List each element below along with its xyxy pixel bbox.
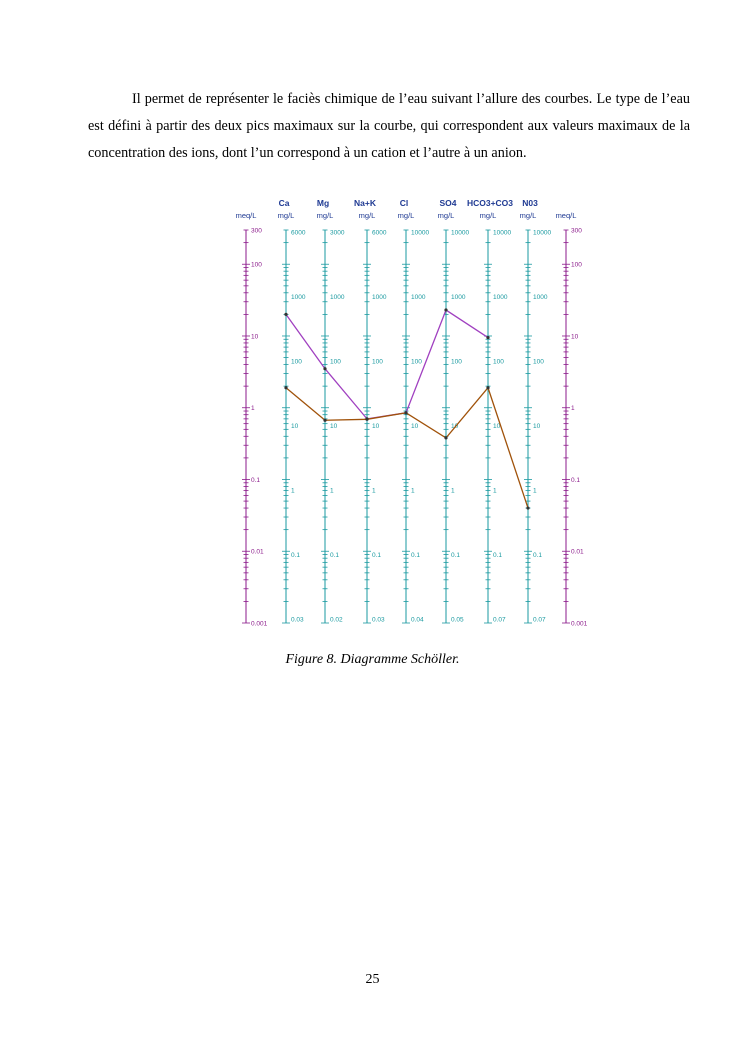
ion-tick-label: 0.1	[533, 552, 543, 559]
ion-tick-label: 6000	[372, 229, 387, 237]
ion-tick-label: 1000	[372, 294, 387, 301]
axis-headers	[236, 198, 577, 220]
ion-header: HCO3+CO3	[466, 198, 514, 208]
ion-tick-label: 0.1	[330, 552, 340, 559]
series-point	[444, 436, 447, 439]
series-line	[286, 388, 528, 508]
ion-tick-label: 100	[291, 358, 302, 366]
ion-header: Na+K	[354, 198, 376, 208]
ion-tick-label: 100	[411, 358, 422, 366]
ion-tick-label: 0.1	[372, 552, 382, 559]
ion-tick-label: 100	[451, 358, 462, 366]
meq-axis-right-tick-label: 100	[571, 261, 582, 269]
series-point	[323, 367, 326, 370]
ion-tick-label: 10	[330, 423, 338, 430]
ion-header: SO4	[439, 198, 457, 208]
ion-tick-label: 0.1	[411, 552, 421, 559]
meq-axis-left-tick-label: 0.01	[251, 548, 264, 556]
ion-tick-label: 100	[372, 358, 383, 366]
ion-unit: mg/L	[519, 211, 537, 220]
series-point	[284, 386, 287, 389]
ion-tick-label: 10	[372, 423, 380, 430]
meq-axis-left-tick-label: 10	[251, 333, 259, 341]
ion-axis-cl	[402, 230, 429, 624]
page-number: 25	[365, 972, 380, 987]
ion-tick-label: 0.1	[291, 552, 301, 559]
series-point	[323, 419, 326, 422]
ion-axis-n03	[524, 230, 551, 624]
series-point	[284, 313, 287, 316]
ion-unit: mg/L	[437, 211, 455, 220]
ion-tick-label: 1000	[291, 294, 306, 301]
ion-tick-label: 1	[493, 487, 497, 495]
meq-axis-left-tick-label: 1	[251, 405, 255, 413]
ion-tick-label: 1000	[533, 294, 548, 301]
series-point	[526, 506, 529, 509]
ion-unit: mg/L	[316, 211, 334, 220]
ion-tick-label: 10000	[451, 229, 470, 237]
ion-tick-label: 100	[533, 358, 544, 366]
meq-axis-left-tick-label: 0.1	[251, 476, 261, 484]
meq-axis-right-tick-label: 0.001	[571, 620, 588, 628]
ion-tick-label: 0.03	[291, 616, 304, 624]
ion-tick-label: 1000	[411, 294, 426, 301]
ion-tick-label: 3000	[330, 229, 345, 237]
ion-tick-label: 0.1	[493, 552, 503, 559]
series-point	[486, 336, 489, 339]
ion-tick-label: 1000	[493, 294, 508, 301]
ion-axis-nak	[363, 230, 387, 624]
ion-tick-label: 10	[533, 423, 541, 430]
series-point	[486, 386, 489, 389]
ion-tick-label: 1	[411, 487, 415, 495]
ion-tick-label: 100	[493, 358, 504, 366]
ion-tick-label: 0.02	[330, 616, 343, 624]
figure-caption: Figure 8. Diagramme Schöller.	[285, 652, 460, 667]
ion-tick-label: 1	[330, 487, 334, 495]
ion-tick-label: 1	[291, 487, 295, 495]
ion-axis-ca	[282, 230, 306, 624]
ion-tick-label: 0.07	[493, 616, 506, 624]
ion-tick-label: 10000	[493, 229, 512, 237]
ion-unit: mg/L	[479, 211, 497, 220]
meq-axis-left-tick-label: 300	[251, 227, 262, 235]
meq-axis-right-tick-label: 300	[571, 227, 582, 235]
series-point	[404, 411, 407, 414]
series-point	[365, 418, 368, 421]
meq-axis-left	[242, 228, 268, 628]
ion-tick-label: 0.07	[533, 616, 546, 624]
schoeller-diagram	[235, 190, 600, 630]
meq-axis-left-tick-label: 0.001	[251, 620, 268, 628]
body-paragraph: Il permet de représenter le faciès chimique de l’eau suivant l’allure des courbes. Le type de l’eau est défini à partir des deux pics maximaux sur la courbe, qui correspondent aux valeurs maximaux de la concentration des ions, dont l’un correspond à un cation et l’autre à un anion.	[88, 91, 690, 161]
meq-axis-left-unit: meq/L	[235, 211, 257, 220]
meq-axis-left-tick-label: 100	[251, 261, 262, 269]
meq-axis-right-tick-label: 1	[571, 405, 575, 413]
series-point	[444, 308, 447, 311]
ion-tick-label: 10	[493, 423, 501, 430]
ion-unit: mg/L	[277, 211, 295, 220]
ion-axis-mg	[321, 230, 345, 624]
ion-tick-label: 10	[411, 423, 419, 430]
meq-axis-right-unit: meq/L	[555, 211, 577, 220]
meq-axis-right-tick-label: 0.1	[571, 476, 581, 484]
ion-tick-label: 1	[533, 487, 537, 495]
ion-unit: mg/L	[358, 211, 376, 220]
ion-tick-label: 100	[330, 358, 341, 366]
ion-tick-label: 0.03	[372, 616, 385, 624]
ion-header: Mg	[316, 198, 330, 208]
ion-header: Cl	[399, 198, 409, 208]
ion-header: N03	[522, 198, 538, 208]
ion-tick-label: 1000	[330, 294, 345, 301]
ion-tick-label: 1	[451, 487, 455, 495]
ion-axis-hco3co3	[484, 230, 511, 624]
ion-header: Ca	[278, 198, 290, 208]
ion-tick-label: 1000	[451, 294, 466, 301]
ion-tick-label: 1	[372, 487, 376, 495]
ion-tick-label: 10000	[533, 229, 552, 237]
ion-unit: mg/L	[397, 211, 415, 220]
meq-axis-right-tick-label: 10	[571, 333, 579, 341]
ion-tick-label: 0.04	[411, 616, 424, 624]
ion-tick-label: 6000	[291, 229, 306, 237]
ion-tick-label: 10	[291, 423, 299, 430]
meq-axis-right	[562, 228, 588, 628]
ion-tick-label: 10000	[411, 229, 430, 237]
ion-tick-label: 0.1	[451, 552, 461, 559]
ion-tick-label: 10	[451, 423, 459, 430]
meq-axis-right-tick-label: 0.01	[571, 548, 584, 556]
ion-tick-label: 0.05	[451, 616, 464, 624]
axes	[242, 228, 588, 628]
